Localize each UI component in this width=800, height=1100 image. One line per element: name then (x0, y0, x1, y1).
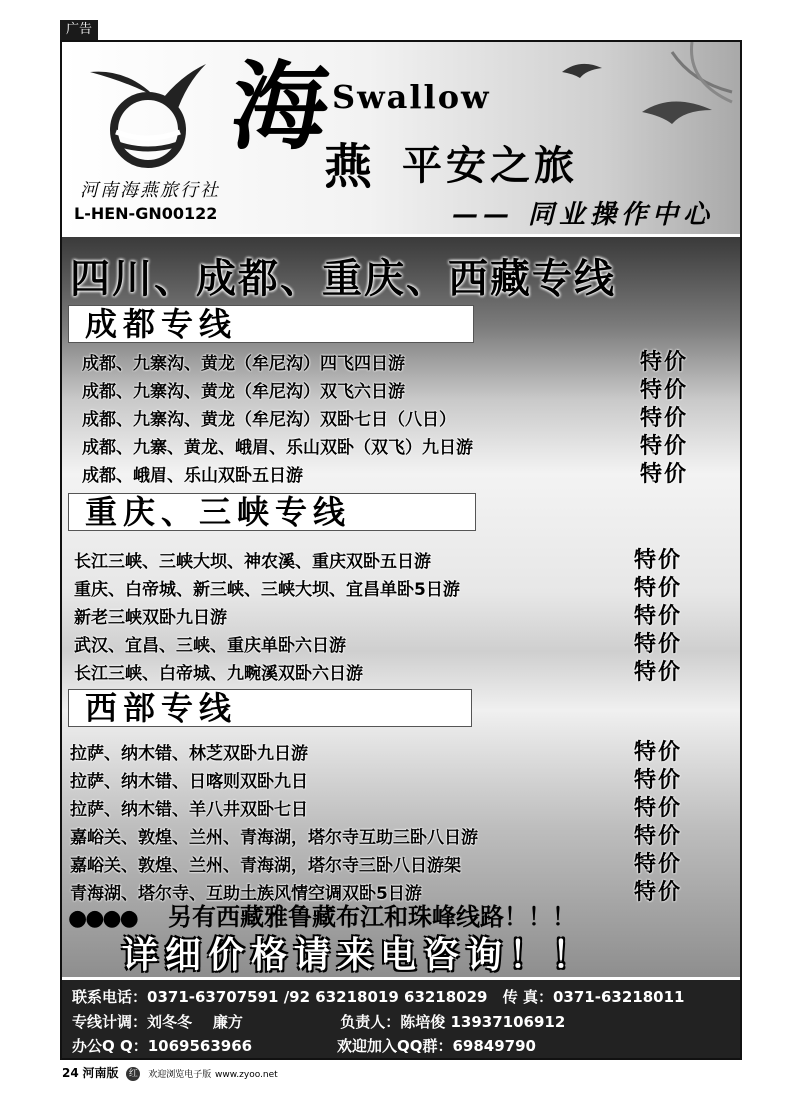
price-label: 特价 (634, 604, 683, 629)
route-item: 成都、九寨沟、黄龙（牟尼沟）四飞四日游 (82, 354, 405, 374)
route-listing (62, 237, 740, 977)
slogan: 平安之旅 (402, 142, 578, 189)
visit-text: 欢迎浏览电子版 (148, 1070, 212, 1080)
edition-label: 河南版 (82, 1066, 119, 1080)
route-item: 新老三峡双卧九日游 (74, 608, 227, 628)
price-label: 特价 (634, 852, 683, 877)
route-item: 武汉、宜昌、三峡、重庆单卧六日游 (74, 636, 346, 656)
route-item: 拉萨、纳木错、林芝双卧九日游 (70, 744, 308, 764)
section-title-chongqing: 重庆、三峡专线 (68, 493, 476, 531)
swallow-logo-icon (88, 62, 208, 172)
route-item: 拉萨、纳木错、日喀则双卧九日 (70, 772, 308, 792)
section-title-chengdu: 成都专线 (68, 305, 474, 343)
ad-tag: 广告 (60, 20, 98, 40)
price-label: 特价 (634, 824, 683, 849)
price-label: 特价 (634, 796, 683, 821)
bullet-dots: ●●●● (68, 906, 137, 931)
brand-character: 海 (226, 50, 334, 163)
route-item: 青海湖、塔尔寺、互助土族风情空调双卧5日游 (70, 884, 422, 904)
price-label: 特价 (640, 406, 689, 431)
phone-value: 0371-63707591 /92 63218019 63218029 (147, 988, 488, 1006)
route-item: 重庆、白帝城、新三峡、三峡大坝、宜昌单卧5日游 (74, 580, 460, 600)
consult-banner: 详细价格请来电咨询！！ (122, 934, 596, 976)
price-label: 特价 (640, 378, 689, 403)
advertisement-frame (60, 40, 742, 1060)
route-item: 成都、九寨沟、黄龙（牟尼沟）双飞六日游 (82, 382, 405, 402)
contact-row-planner (72, 1011, 565, 1032)
agency-name: 河南海燕旅行社 (80, 180, 220, 201)
price-label: 特价 (634, 660, 683, 685)
group-value: 69849790 (452, 1037, 536, 1055)
header (62, 42, 740, 234)
price-label: 特价 (634, 768, 683, 793)
brand-character-2: 燕 (324, 139, 373, 195)
price-label: 特价 (634, 548, 683, 573)
planner-value: 刘冬冬 廉方 (147, 1013, 243, 1031)
route-item: 成都、九寨、黄龙、峨眉、乐山双卧（双飞）九日游 (82, 438, 473, 458)
page-number: 24 (62, 1066, 79, 1080)
fax-label: 传 真： (502, 988, 553, 1006)
route-item: 嘉峪关、敦煌、兰州、青海湖，塔尔寺互助三卧八日游 (70, 828, 478, 848)
manager-label: 负责人： (340, 1013, 401, 1031)
price-label: 特价 (640, 462, 689, 487)
qq-label: 办公Q Q： (72, 1037, 148, 1055)
fax-value: 0371-63218011 (552, 988, 685, 1006)
price-label: 特价 (640, 434, 689, 459)
contact-bar (62, 980, 740, 1058)
qq-value: 1069563966 (147, 1037, 253, 1055)
route-item: 拉萨、纳木错、羊八井双卧七日 (70, 800, 308, 820)
brand-english-name: Swallow (332, 78, 491, 116)
contact-row-qq (72, 1035, 536, 1056)
route-item: 长江三峡、白帝城、九畹溪双卧六日游 (74, 664, 363, 684)
planner-label: 专线计调： (72, 1013, 148, 1031)
route-item: 成都、九寨沟、黄龙（牟尼沟）双卧七日（八日） (82, 410, 456, 430)
section-title-west: 西部专线 (68, 689, 472, 727)
price-label: 特价 (634, 576, 683, 601)
price-label: 特价 (634, 740, 683, 765)
license-number: L-HEN-GN00122 (74, 204, 218, 223)
price-label: 特价 (640, 350, 689, 375)
website-link[interactable]: www.zyoo.net (215, 1070, 278, 1080)
route-item: 成都、峨眉、乐山双卧五日游 (82, 466, 303, 486)
route-item: 嘉峪关、敦煌、兰州、青海湖，塔尔寺三卧八日游架 (70, 856, 461, 876)
manager-value: 陈培俊 13937106912 (400, 1013, 566, 1031)
subtitle: —— 同业操作中心 (452, 200, 715, 230)
edition-badge-icon: 红 (126, 1067, 140, 1081)
group-label: 欢迎加入QQ群： (336, 1037, 453, 1055)
phone-label: 联系电话： (72, 988, 148, 1006)
price-label: 特价 (634, 632, 683, 657)
main-title: 四川、成都、重庆、西藏专线 (70, 256, 616, 302)
contact-row-phone (72, 986, 684, 1007)
route-item: 长江三峡、三峡大坝、神农溪、重庆双卧五日游 (74, 552, 431, 572)
extra-routes-text: 另有西藏雅鲁藏布江和珠峰线路！！！ (168, 903, 576, 931)
page-footer (62, 1064, 278, 1081)
price-label: 特价 (634, 880, 683, 905)
